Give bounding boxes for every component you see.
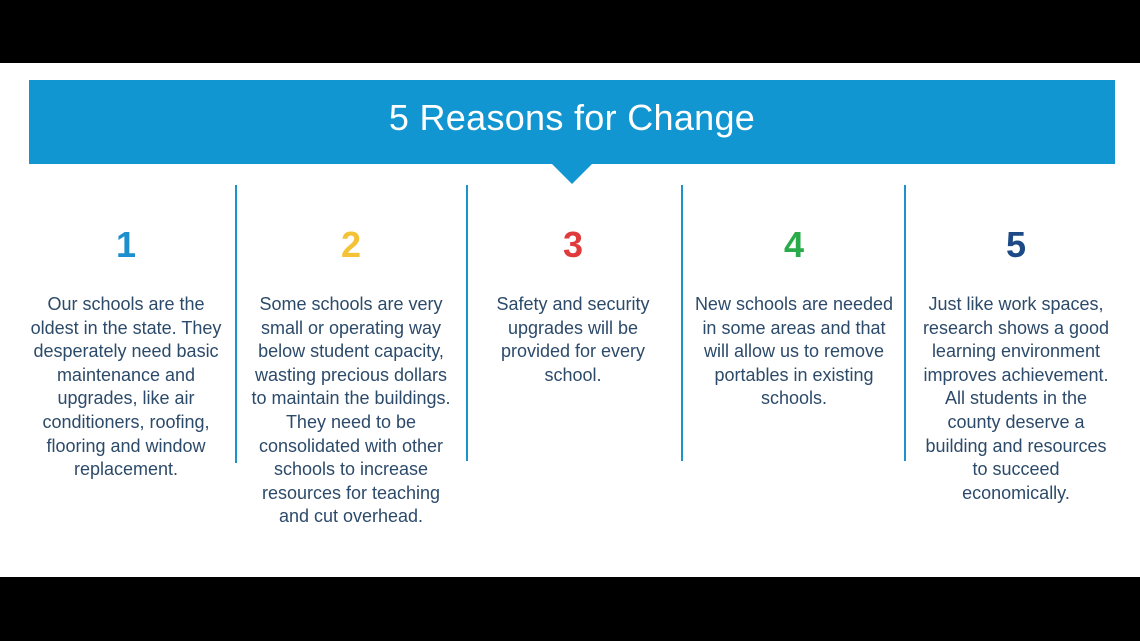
reason-text: Our schools are the oldest in the state. They desperately need basic maintenance and upgrades, like air conditioners, roofing, flooring and window replacement. [30,294,222,480]
reason-number: 5 [1005,224,1027,265]
reason-4 [694,223,894,411]
reason-3 [484,223,662,387]
reason-number: 4 [783,224,805,265]
reason-number: 1 [115,224,137,265]
column-divider [235,185,237,463]
reason-number: 2 [340,224,362,265]
reason-5 [917,223,1115,505]
column-divider [466,185,468,461]
reason-text: Safety and security upgrades will be provided for every school. [496,294,650,385]
column-divider [904,185,906,461]
title-banner [29,80,1115,164]
reason-text: Some schools are very small or operating way below student capacity, wasting precious dollars to maintain the buildings. They need to be consolidated with other schools to increase resources for teaching and cut overhead. [251,294,451,527]
reason-text: New schools are needed in some areas and that will allow us to remove portables in existing schools. [694,294,894,409]
reason-number: 3 [562,224,584,265]
reason-2 [248,223,454,529]
column-divider [681,185,683,461]
slide [0,63,1140,577]
page-title: 5 Reasons for Change [388,97,756,138]
banner-pointer [552,164,592,184]
reason-text: Just like work spaces, research shows a good learning environment improves achievement. All students in the county deserve a building and resources to succeed economically. [922,294,1110,503]
reason-1 [26,223,226,482]
